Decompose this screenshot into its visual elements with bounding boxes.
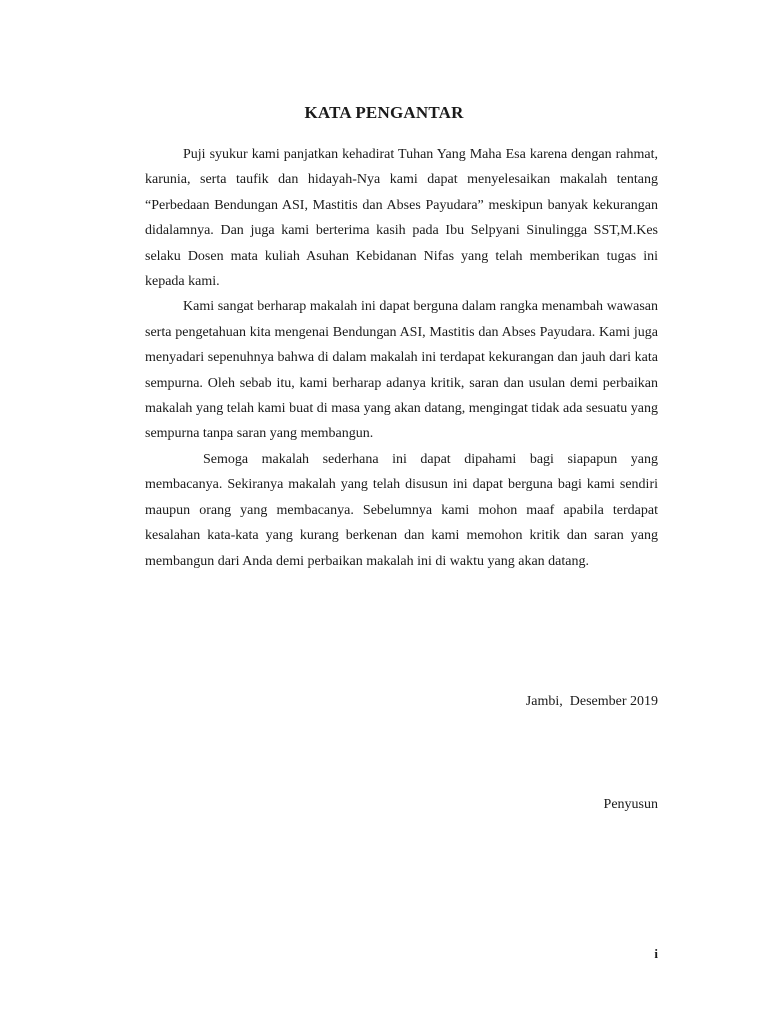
document-title: KATA PENGANTAR	[304, 103, 464, 122]
paragraph-3: Semoga makalah sederhana ini dapat dipahami bagi siapapun yang membacanya. Sekiranya makalah yang telah disusun ini dapat berguna bagi kami sendiri maupun orang yang membacanya. Sebelumnya kami mohon maaf apabila terdapat kesalahan kata-kata yang kurang berkenan dan kami memohon kritik dan saran yang membangun dari Anda demi perbaikan makalah ini di waktu yang akan datang.	[145, 451, 658, 569]
page-number: i	[654, 946, 658, 961]
document-body	[145, 142, 658, 574]
place-date: Jambi, Desember 2019	[525, 694, 658, 709]
paragraph-1: Puji syukur kami panjatkan kehadirat Tuhan Yang Maha Esa karena dengan rahmat, karunia, serta taufik dan hidayah-Nya kami dapat menyelesaikan makalah tentang “Perbedaan Bendungan ASI, Mastitis dan Abses Payudara” meskipun banyak kekurangan didalamnya. Dan juga kami berterima kasih pada Ibu Selpyani Sinulingga SST,M.Kes selaku Dosen mata kuliah Asuhan Kebidanan Nifas yang telah memberikan tugas ini kepada kami.	[145, 147, 658, 290]
author-signature: Penyusun	[603, 797, 658, 812]
paragraph-2: Kami sangat berharap makalah ini dapat berguna dalam rangka menambah wawasan serta pengetahuan kita mengenai Bendungan ASI, Mastitis dan Abses Payudara. Kami juga menyadari sepenuhnya bahwa di dalam makalah ini terdapat kekurangan dan jauh dari kata sempurna. Oleh sebab itu, kami berharap adanya kritik, saran dan usulan demi perbaikan makalah yang telah kami buat di masa yang akan datang, mengingat tidak ada sesuatu yang sempurna tanpa saran yang membangun.	[145, 299, 658, 442]
